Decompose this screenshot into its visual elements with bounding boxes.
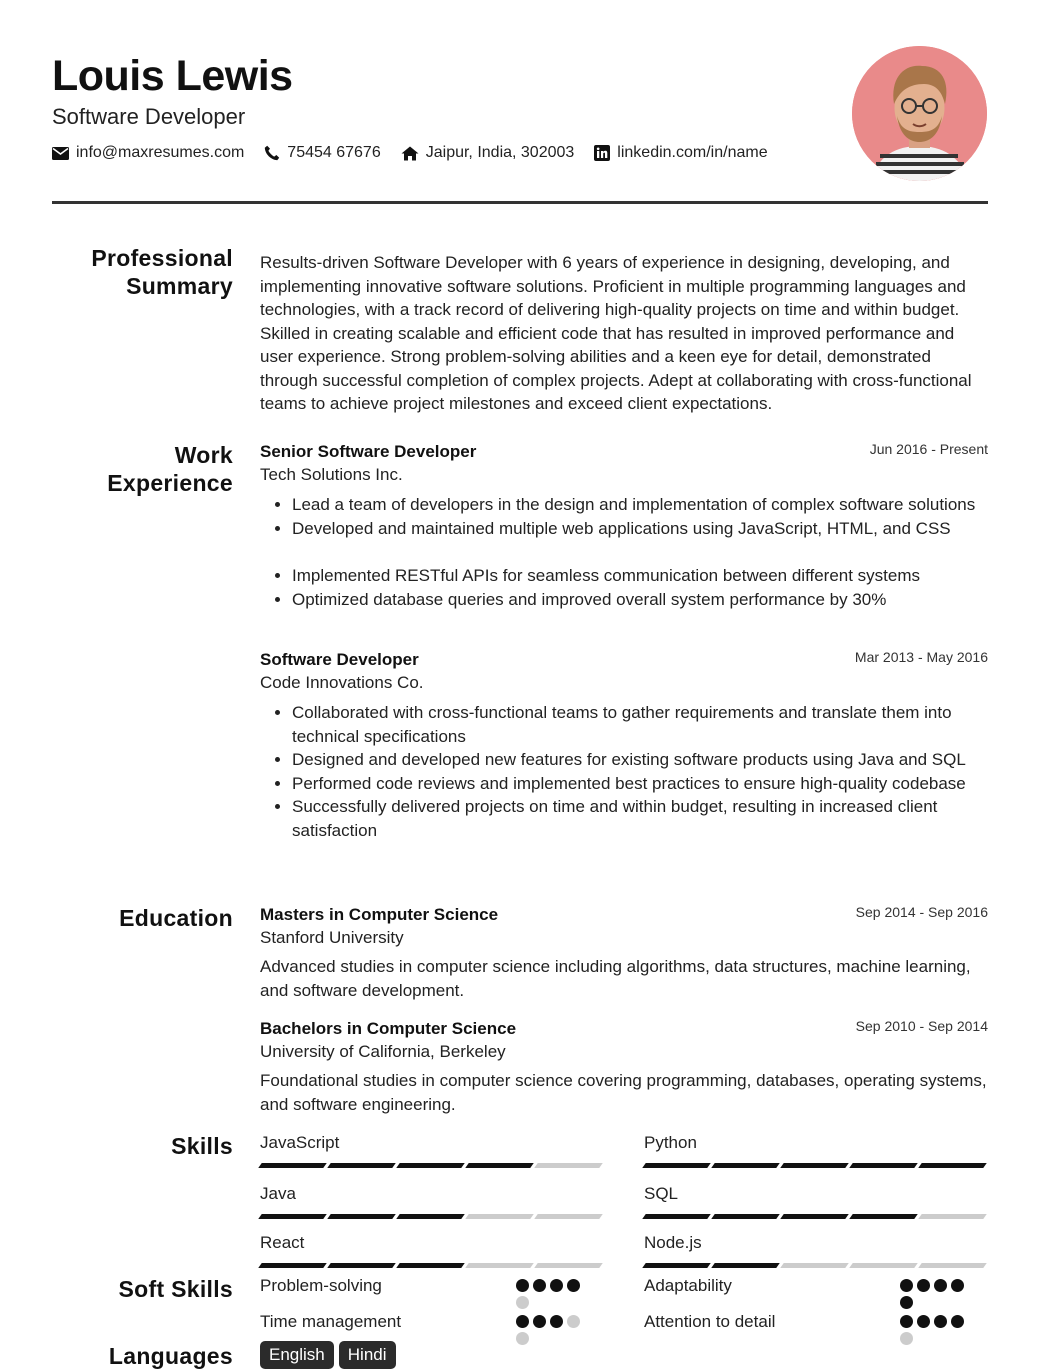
language-chip: English: [260, 1341, 334, 1369]
skill-segment-filled: [780, 1214, 849, 1219]
education-date: Sep 2010 - Sep 2014: [855, 1018, 988, 1034]
skill-level-bar: [260, 1214, 601, 1219]
candidate-name: Louis Lewis: [52, 52, 293, 100]
contact-email[interactable]: [52, 144, 244, 162]
rating-dot-filled: [917, 1279, 930, 1292]
skill-segment-filled: [642, 1214, 711, 1219]
section-title-languages: Languages: [108, 1343, 233, 1369]
section-title-work-line2: Experience: [107, 470, 233, 496]
skill-segment-filled: [918, 1163, 987, 1168]
section-title-work-line1: Work: [174, 442, 233, 468]
skill-name: SQL: [644, 1184, 679, 1203]
address-text: Jaipur, India, 302003: [425, 144, 575, 161]
rating-dot-filled: [516, 1279, 529, 1292]
rating-dot-filled: [951, 1315, 964, 1328]
contact-bar: [52, 144, 788, 162]
degree-title: Bachelors in Computer Science: [260, 1019, 517, 1038]
envelope-icon: [52, 147, 69, 160]
job-entry: [260, 650, 988, 842]
contact-address: [401, 144, 575, 162]
education-description: Foundational studies in computer science covering programming, databases, operating systems, and software engineering.: [260, 1071, 987, 1114]
skill-item: [260, 1133, 603, 1153]
skill-segment-filled: [396, 1214, 465, 1219]
skill-name: Java: [260, 1184, 296, 1203]
rating-dot-empty: [516, 1332, 529, 1345]
soft-skill-name: Time management: [260, 1312, 402, 1331]
skill-segment-empty: [780, 1263, 849, 1268]
skill-item: [644, 1133, 987, 1153]
soft-skill-rating: [900, 1315, 976, 1345]
skill-segment-filled: [849, 1163, 918, 1168]
skill-level-bar: [644, 1214, 985, 1219]
soft-skill-name: Adaptability: [644, 1276, 732, 1295]
rating-dot-filled: [533, 1279, 546, 1292]
section-title-summary-line1: Professional: [91, 245, 233, 271]
rating-dot-filled: [516, 1315, 529, 1328]
education-date: Sep 2014 - Sep 2016: [855, 904, 988, 920]
rating-dot-filled: [951, 1279, 964, 1292]
rating-dot-filled: [934, 1279, 947, 1292]
job-bullet: • Implemented RESTful APIs for seamless communication between different systems: [292, 564, 988, 588]
job-date: Mar 2013 - May 2016: [854, 649, 988, 665]
skill-segment-filled: [258, 1214, 327, 1219]
rating-dot-filled: [550, 1315, 563, 1328]
skill-segment-filled: [642, 1263, 711, 1268]
skill-item: [644, 1233, 987, 1253]
soft-skill-rating: [516, 1279, 592, 1309]
rating-dot-filled: [533, 1315, 546, 1328]
rating-dot-filled: [900, 1296, 913, 1309]
skill-segment-filled: [849, 1214, 918, 1219]
skill-segment-empty: [465, 1263, 534, 1268]
school-name: University of California, Berkeley: [260, 1042, 506, 1061]
job-date: Jun 2016 - Present: [869, 441, 988, 457]
soft-skill-name: Problem-solving: [260, 1276, 382, 1295]
skill-name: React: [260, 1233, 305, 1252]
section-title-soft-skills: Soft Skills: [118, 1276, 233, 1302]
section-title-summary: [52, 244, 233, 300]
phone-text: 75454 67676: [287, 144, 381, 161]
rating-dot-filled: [917, 1315, 930, 1328]
skill-level-bar: [260, 1163, 601, 1168]
skill-segment-filled: [780, 1163, 849, 1168]
rating-dot-filled: [567, 1279, 580, 1292]
skill-level-bar: [644, 1263, 985, 1268]
home-icon: [401, 146, 419, 161]
job-bullet: • Successfully delivered projects on time and within budget, resulting in increased client satisfaction: [292, 795, 988, 842]
job-bullet: • Optimized database queries and improved overall system performance by 30%: [292, 588, 988, 612]
education-entry: [260, 905, 988, 1002]
skill-segment-empty: [918, 1214, 987, 1219]
job-bullet: • Collaborated with cross-functional teams to gather requirements and translate them into technical specifications: [292, 701, 988, 748]
profile-photo: [852, 46, 987, 181]
portrait-illustration: [852, 46, 987, 181]
skill-name: JavaScript: [260, 1133, 340, 1152]
degree-title: Masters in Computer Science: [260, 905, 499, 924]
skill-segment-empty: [465, 1214, 534, 1219]
skill-segment-filled: [258, 1263, 327, 1268]
soft-skill-rating: [900, 1279, 976, 1309]
contact-phone[interactable]: [264, 144, 380, 162]
rating-dot-empty: [900, 1332, 913, 1345]
language-list: [260, 1341, 396, 1369]
rating-dot-filled: [550, 1279, 563, 1292]
job-company: Code Innovations Co.: [260, 673, 424, 692]
skill-segment-empty: [534, 1163, 603, 1168]
job-title: Software Developer: [260, 650, 419, 669]
skill-segment-filled: [711, 1263, 780, 1268]
section-title-summary-line2: Summary: [126, 273, 233, 299]
skill-segment-filled: [327, 1263, 396, 1268]
skill-segment-empty: [534, 1263, 603, 1268]
section-title-education: Education: [119, 905, 233, 931]
skill-segment-filled: [327, 1214, 396, 1219]
linkedin-text: linkedin.com/in/name: [617, 144, 768, 161]
job-bullet: • Performed code reviews and implemented best practices to ensure high-quality codebase: [292, 772, 988, 796]
rating-dot-filled: [934, 1315, 947, 1328]
skill-segment-filled: [711, 1214, 780, 1219]
linkedin-icon: [594, 145, 610, 161]
skill-level-bar: [260, 1263, 601, 1268]
education-entry: [260, 1019, 988, 1116]
job-bullet: • Developed and maintained multiple web applications using JavaScript, HTML, and CSS: [292, 517, 988, 541]
job-entry: [260, 442, 988, 611]
skill-segment-filled: [465, 1163, 534, 1168]
job-bullets: [260, 493, 988, 611]
language-chip: Hindi: [339, 1341, 396, 1369]
skill-segment-empty: [849, 1263, 918, 1268]
school-name: Stanford University: [260, 928, 404, 947]
header-divider: [52, 201, 988, 204]
skill-item: [644, 1184, 987, 1204]
skill-name: Node.js: [644, 1233, 702, 1252]
education-description: Advanced studies in computer science including algorithms, data structures, machine learning, and software development.: [260, 957, 971, 1000]
skill-segment-filled: [642, 1163, 711, 1168]
rating-dot-filled: [900, 1315, 913, 1328]
soft-skill-rating: [516, 1315, 592, 1345]
skill-level-bar: [644, 1163, 985, 1168]
section-title-skills: Skills: [171, 1133, 233, 1159]
job-bullet: • Lead a team of developers in the design and implementation of complex software solutions: [292, 493, 988, 517]
skill-segment-filled: [711, 1163, 780, 1168]
job-title: Senior Software Developer: [260, 442, 477, 461]
section-title-work: [52, 441, 233, 497]
skill-name: Python: [644, 1133, 697, 1152]
rating-dot-empty: [567, 1315, 580, 1328]
summary-text: Results-driven Software Developer with 6 years of experience in designing, developing, and implementing innovative software solutions. Proficient in multiple programming languages and technologies, with a track record of delivering high-quality projects on time and within budget. Skilled in creating scalable and efficient code that has resulted in improved performance and user experience. Strong problem-solving abilities and a keen eye for detail, demonstrated through successful completion of complex projects. Adept at collaborating with cross-functional teams to achieve project milestones and exceed client expectations.: [260, 253, 972, 413]
email-text: info@maxresumes.com: [76, 144, 245, 161]
skill-segment-empty: [918, 1263, 987, 1268]
skill-item: [260, 1184, 603, 1204]
job-bullet: • Designed and developed new features for existing software products using Java and SQL: [292, 748, 988, 772]
skill-segment-empty: [534, 1214, 603, 1219]
skill-segment-filled: [396, 1163, 465, 1168]
rating-dot-empty: [516, 1296, 529, 1309]
job-bullets: [260, 701, 988, 842]
soft-skill-name: Attention to detail: [644, 1312, 776, 1331]
rating-dot-filled: [900, 1279, 913, 1292]
skill-segment-filled: [396, 1263, 465, 1268]
skill-item: [260, 1233, 603, 1253]
job-company: Tech Solutions Inc.: [260, 465, 403, 484]
skill-segment-filled: [327, 1163, 396, 1168]
phone-icon: [264, 145, 280, 161]
contact-linkedin[interactable]: [594, 144, 767, 162]
candidate-role: Software Developer: [52, 104, 246, 129]
skill-segment-filled: [258, 1163, 327, 1168]
